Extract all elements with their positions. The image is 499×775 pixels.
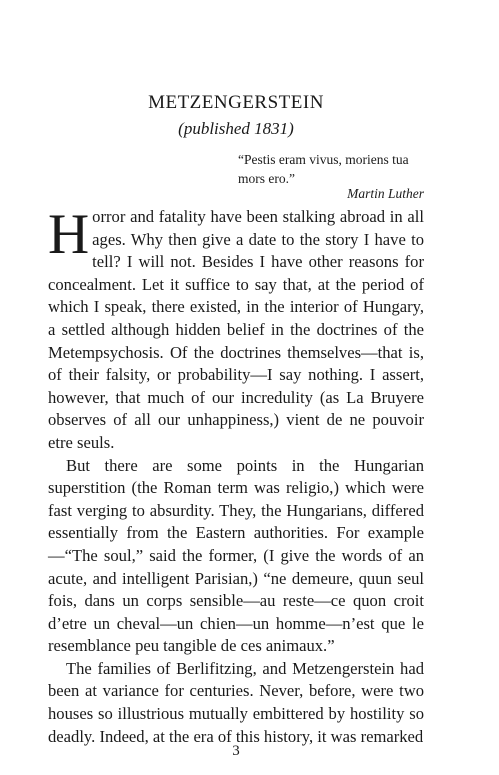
drop-cap: H <box>48 203 90 266</box>
book-page <box>48 0 424 775</box>
paragraph-3: The families of Berlifitzing, and Metzengerstein had been at variance for centuries. Never, before, were two houses so illustrious mutually embittered by hostility so deadly. Indeed, at the era of this history, it was remarked <box>48 658 424 746</box>
story-text <box>48 203 424 748</box>
story-title: METZENGERSTEIN <box>148 92 324 113</box>
paragraph-1 <box>48 203 424 455</box>
paragraph-2: But there are some points in the Hungarian superstition (the Roman term was religio,) which were fast verging to absurdity. They, the Hungarians, differed essentially from the Eastern authorities. For example—“The soul,” said the former, (I give the words of an acute, and intelligent Parisian,) “ne demeure, quun seul fois, dans un corps sensible—au reste—ce quon croit d’etre un cheval—un chien—un homme—n’est que le resemblance peu tangible de ces animaux.” <box>48 455 424 656</box>
epigraph-author: Martin Luther <box>347 186 424 201</box>
paragraph-1-text: orror and fatality have been stalking abroad in all ages. Why then give a date to the story I have to tell? I will not. Besides I have other reasons for concealment. Let it suffice to say that, at the period of which I speak, there existed, in the interior of Hungary, a settled although hidden belief in the doctrines of the Metempsychosis. Of the doctrines themselves—that is, of their falsity, or probability—I say nothing. I assert, however, that much of our incredulity (as La Bruyere observes of all our unhappiness,) vient de ne pouvoir etre seuls. <box>48 207 424 452</box>
page-number: 3 <box>232 743 240 759</box>
epigraph-quote: “Pestis eram vivus, moriens tua mors ero.” <box>238 152 409 186</box>
publication-note: (published 1831) <box>178 119 294 138</box>
